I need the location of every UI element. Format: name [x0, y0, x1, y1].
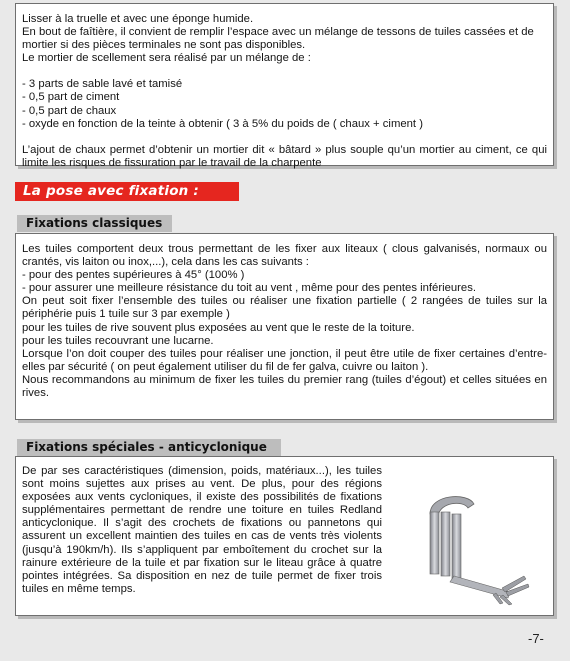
- paragraph: pour les tuiles recouvrant une lucarne.: [22, 334, 214, 347]
- section-title-special: Fixations spéciales - anticyclonique: [17, 439, 281, 456]
- anticyclonic-paragraph: De par ses caractéristiques (dimension, poids, matériaux...), les tuiles sont moins sujettes aux prises au vent. De plus, pour des régions exposées aux vents cycloniques, il existe des possibilités de fixations supplémentaires permettant de rendre une toiture en tuiles Redland anticyclonique. Il s’agit des crochets de fixations ou pannetons qui assurent un excellent maintien des tuiles en cas de vents très violents (jusqu’à 190km/h). Ils s’appliquent par emboîtement du crochet sur la rainure extérieure de la tuile et par fixation sur le liteau grâce à quatre pointes intégrées. Sa disposition en nez de tuile permet de fixer trois tuiles en même temps.: [22, 465, 382, 595]
- list-item: - 0,5 part de chaux: [22, 104, 117, 117]
- classic-fixation-box: [15, 233, 554, 420]
- special-fixation-box: [15, 456, 554, 616]
- section-title-classic: Fixations classiques: [17, 215, 172, 232]
- paragraph: Nous recommandons au minimum de fixer les tuiles du premier rang (tuiles d’égout) et celles situées en rives.: [22, 373, 547, 400]
- text-line: Lisser à la truelle et avec une éponge humide.: [22, 13, 254, 25]
- section-banner: La pose avec fixation :: [15, 182, 239, 201]
- paragraph: Lorsque l’on doit couper des tuiles pour réaliser une jonction, il peut être utile de fixer certaines d’entre-elles par sécurité ( on peut également utiliser du fil de fer galva, cuivre ou laiton ).: [22, 347, 547, 373]
- page-number: -7-: [528, 631, 544, 646]
- paragraph: - pour des pentes supérieures à 45° (100% ): [22, 269, 245, 282]
- list-item: - 3 parts de sable lavé et tamisé: [22, 78, 183, 91]
- text-line: Le mortier de scellement sera réalisé par un mélange de :: [22, 52, 311, 65]
- list-item: - oxyde en fonction de la teinte à obtenir ( 3 à 5% du poids de ( chaux + ciment ): [22, 117, 423, 130]
- closing-paragraph: L’ajout de chaux permet d’obtenir un mortier dit « bâtard » plus souple qu’un mortier au ciment, ce qui limite les risques de fissuration par le travail de la charpente: [22, 143, 547, 169]
- list-item: - 0,5 part de ciment: [22, 91, 120, 104]
- paragraph: On peut soit fixer l’ensemble des tuiles ou réaliser une fixation partielle ( 2 rangées de tuiles sur la périphérie puis 1 tuile sur 3 par exemple ): [22, 295, 547, 321]
- paragraph: pour les tuiles de rive souvent plus exposées au vent que le reste de la toiture.: [22, 321, 415, 334]
- mortar-text-box: [15, 3, 554, 169]
- paragraph: - pour assurer une meilleure résistance du toit au vent , même pour des pentes inférieures.: [22, 282, 476, 295]
- paragraph: Les tuiles comportent deux trous permettant de les fixer aux liteaux ( clous galvanisés, normaux ou crantés, vis laiton ou inox,...), cela dans les cas suivants :: [22, 243, 547, 269]
- storm-clip-image: [408, 484, 548, 606]
- text-line: En bout de faîtière, il convient de remplir l’espace avec un mélange de tessons de tuiles cassées et de mortier si des pièces terminales ne sont pas disponibles.: [22, 26, 534, 52]
